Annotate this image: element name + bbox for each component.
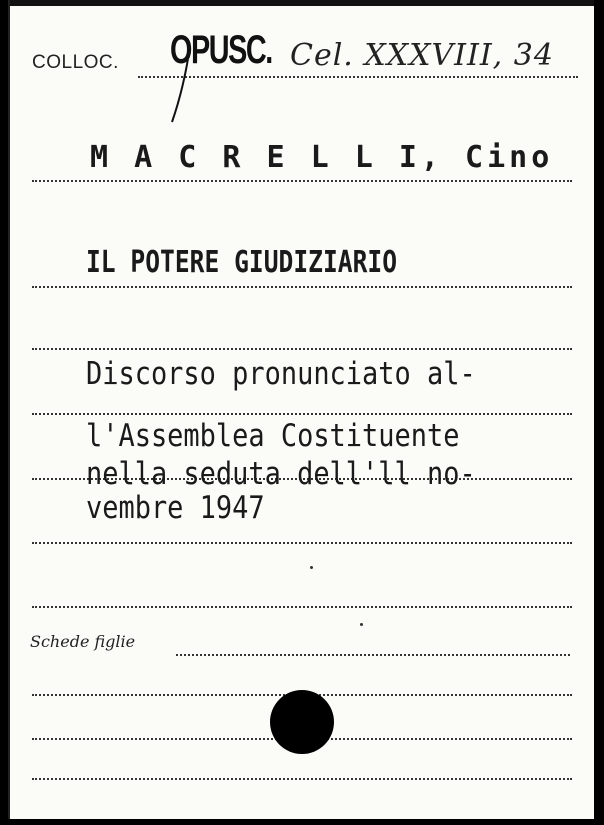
ink-speck [310, 566, 313, 569]
title-dotted-line [32, 286, 572, 288]
blank-dotted-line-2 [32, 542, 572, 544]
author-dotted-line [32, 180, 572, 182]
blank-dotted-line [32, 348, 572, 350]
pen-stroke [168, 44, 198, 124]
catalog-card [8, 0, 594, 819]
blank-dotted-line-6 [32, 778, 572, 780]
note-dotted-line-1 [32, 413, 572, 415]
shelfmark-handwritten: Cel. XXXVIII, 34 [290, 38, 554, 73]
note-line-4: vembre 1947 [86, 490, 265, 526]
colloc-label: COLLOC. [32, 52, 119, 73]
colloc-dotted-line [138, 76, 578, 78]
work-title: IL POTERE GIUDIZIARIO [86, 245, 398, 280]
collection-stamp: OPUSC. [170, 28, 272, 72]
schede-dotted-line [176, 654, 570, 656]
schede-figlie-label: Schede figlie [30, 632, 136, 651]
punch-hole [270, 690, 334, 754]
note-line-2: l'Assemblea Costituente [86, 418, 460, 454]
author-name: M A C R E L L I, Cino [90, 140, 554, 175]
note-line-3: nella seduta dell'll no- [86, 456, 476, 492]
top-edge [10, 0, 594, 6]
ink-speck-2 [360, 623, 363, 626]
note-line-1: Discorso pronunciato al- [86, 356, 476, 392]
blank-dotted-line-3 [32, 606, 572, 608]
